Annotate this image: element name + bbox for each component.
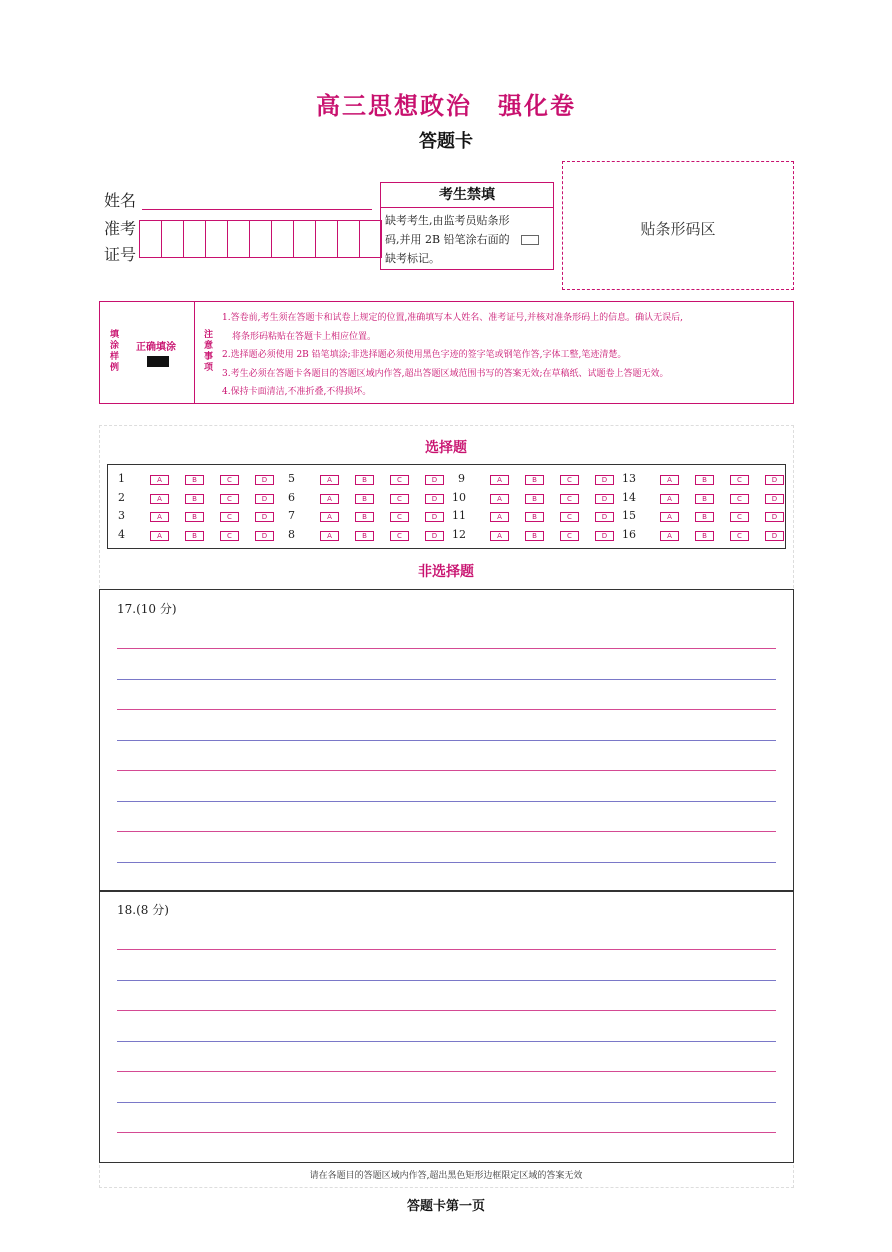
answer-line bbox=[117, 770, 776, 771]
mc-option-bubble[interactable]: A bbox=[490, 512, 509, 522]
mc-option-bubble[interactable]: C bbox=[730, 475, 749, 485]
name-field[interactable] bbox=[142, 209, 372, 210]
answer-line bbox=[117, 862, 776, 863]
mc-question-number: 2 bbox=[118, 490, 125, 504]
mc-option-bubble[interactable]: C bbox=[220, 475, 239, 485]
mc-option-bubble[interactable]: D bbox=[765, 494, 784, 504]
absent-instructions: 缺考考生,由监考员贴条形码,并用 2B 铅笔涂右面的缺考标记。 bbox=[385, 214, 510, 265]
exam-id-digit-box[interactable] bbox=[293, 220, 316, 258]
mc-question-number: 7 bbox=[288, 509, 295, 522]
mc-option-bubble[interactable]: C bbox=[560, 475, 579, 485]
fill-sample bbox=[100, 302, 195, 403]
exam-id-digit-box[interactable] bbox=[183, 220, 206, 258]
mc-option-bubble[interactable]: D bbox=[595, 494, 614, 504]
mc-question-number: 16 bbox=[622, 527, 636, 541]
note-item: 2.选择题必须使用 2B 铅笔填涂;非选择题必须使用黑色字迹的签字笔或钢笔作答,字体工整,笔迹清楚。 bbox=[222, 350, 627, 360]
mc-option-bubble[interactable]: D bbox=[255, 494, 274, 504]
mc-option-bubble[interactable]: B bbox=[695, 475, 714, 485]
exam-id-grid bbox=[140, 220, 382, 258]
notes-list bbox=[222, 309, 788, 402]
instructions-panel bbox=[99, 301, 794, 404]
mc-option-bubble[interactable]: A bbox=[320, 512, 339, 522]
mc-option-bubble[interactable]: A bbox=[320, 494, 339, 504]
question-18-box[interactable] bbox=[99, 890, 794, 1163]
question-18-label: 18.(8 分) bbox=[117, 903, 169, 917]
mc-option-bubble[interactable]: D bbox=[255, 475, 274, 485]
note-item: 将条形码粘贴在答题卡上相应位置。 bbox=[232, 331, 377, 342]
question-17-box[interactable] bbox=[99, 589, 794, 892]
mc-option-bubble[interactable]: D bbox=[425, 475, 444, 485]
answer-line bbox=[117, 1132, 776, 1133]
mc-option-bubble[interactable]: C bbox=[560, 512, 579, 522]
filled-example-box bbox=[147, 356, 169, 367]
answer-line bbox=[117, 831, 776, 832]
note-item: 1.答卷前,考生须在答题卡和试卷上规定的位置,准确填写本人姓名、准考证号,并核对准条形码上的信息。确认无误后, bbox=[222, 313, 684, 323]
page-subtitle: 答题卡 bbox=[419, 131, 473, 152]
mc-question-number: 14 bbox=[622, 490, 636, 504]
mc-option-bubble[interactable]: B bbox=[355, 512, 374, 522]
exam-id-digit-box[interactable] bbox=[271, 220, 294, 258]
mc-option-bubble[interactable]: B bbox=[185, 494, 204, 504]
mc-option-bubble[interactable]: B bbox=[695, 512, 714, 522]
mc-question-number: 1 bbox=[118, 472, 125, 485]
mc-option-bubble[interactable]: C bbox=[560, 494, 579, 504]
page-title: 高三思想政治 强化卷 bbox=[316, 92, 576, 120]
exam-id-digit-box[interactable] bbox=[205, 220, 228, 258]
mc-option-bubble[interactable]: D bbox=[595, 475, 614, 485]
mc-option-bubble[interactable]: C bbox=[730, 531, 749, 541]
answer-line bbox=[117, 1102, 776, 1103]
mc-option-bubble[interactable]: C bbox=[730, 494, 749, 504]
mc-option-bubble[interactable]: B bbox=[355, 494, 374, 504]
answer-line bbox=[117, 648, 776, 649]
notes-label: 注意事项 bbox=[204, 330, 214, 373]
mc-option-bubble[interactable]: D bbox=[425, 494, 444, 504]
mc-option-bubble[interactable]: B bbox=[185, 531, 204, 541]
mc-option-bubble[interactable]: A bbox=[320, 531, 339, 541]
answer-line bbox=[117, 1010, 776, 1011]
answer-line bbox=[117, 1041, 776, 1042]
exam-id-digit-box[interactable] bbox=[161, 220, 184, 258]
absent-panel bbox=[380, 182, 554, 270]
mc-option-bubble[interactable]: B bbox=[525, 512, 544, 522]
mc-option-bubble[interactable]: A bbox=[490, 494, 509, 504]
mc-option-bubble[interactable]: A bbox=[490, 475, 509, 485]
exam-id-digit-box[interactable] bbox=[359, 220, 382, 258]
mc-option-bubble[interactable]: D bbox=[595, 531, 614, 541]
exam-id-label: 准考 证号 bbox=[104, 219, 137, 264]
mc-option-bubble[interactable]: C bbox=[390, 494, 409, 504]
answer-line bbox=[117, 740, 776, 741]
answer-line bbox=[117, 679, 776, 680]
mc-option-bubble[interactable]: C bbox=[220, 531, 239, 541]
mc-question-number: 3 bbox=[118, 509, 125, 522]
mc-option-bubble[interactable]: B bbox=[695, 531, 714, 541]
mc-option-bubble[interactable]: A bbox=[660, 531, 679, 541]
mc-row bbox=[108, 526, 785, 544]
mc-option-bubble[interactable]: C bbox=[220, 512, 239, 522]
multiple-choice-heading: 选择题 bbox=[425, 440, 467, 456]
fill-sample-correct-label: 正确填涂 bbox=[136, 342, 176, 353]
mc-option-bubble[interactable]: A bbox=[150, 475, 169, 485]
mc-question-number: 6 bbox=[288, 490, 295, 504]
mc-option-bubble[interactable]: A bbox=[150, 494, 169, 504]
mc-option-bubble[interactable]: A bbox=[660, 494, 679, 504]
mc-option-bubble[interactable]: A bbox=[150, 512, 169, 522]
mc-option-bubble[interactable]: C bbox=[390, 531, 409, 541]
mc-option-bubble[interactable]: A bbox=[320, 475, 339, 485]
mc-question-number: 15 bbox=[622, 509, 636, 522]
mc-question-number: 11 bbox=[452, 509, 466, 522]
mc-option-bubble[interactable]: D bbox=[255, 512, 274, 522]
name-label: 姓名 bbox=[104, 191, 137, 210]
page-number: 答题卡第一页 bbox=[406, 1199, 485, 1214]
barcode-area bbox=[562, 161, 794, 290]
mc-question-number: 12 bbox=[452, 527, 466, 541]
mc-option-bubble[interactable]: B bbox=[185, 475, 204, 485]
mc-option-bubble[interactable]: D bbox=[425, 512, 444, 522]
mc-option-bubble[interactable]: A bbox=[490, 531, 509, 541]
mc-option-bubble[interactable]: C bbox=[220, 494, 239, 504]
mc-question-number: 5 bbox=[288, 472, 295, 485]
mc-option-bubble[interactable]: B bbox=[525, 531, 544, 541]
note-item: 3.考生必须在答题卡各题目的答题区域内作答,超出答题区域范围书写的答案无效;在草稿纸、试题卷上答题无效。 bbox=[222, 368, 669, 379]
mc-option-bubble[interactable]: C bbox=[390, 475, 409, 485]
mc-option-bubble[interactable]: A bbox=[150, 531, 169, 541]
mc-option-bubble[interactable]: C bbox=[730, 512, 749, 522]
exam-id-digit-box[interactable] bbox=[337, 220, 360, 258]
question-17-label: 17.(10 分) bbox=[117, 602, 177, 616]
mc-option-bubble[interactable]: D bbox=[765, 531, 784, 541]
answer-line bbox=[117, 801, 776, 802]
footer-note: 请在各题目的答题区域内作答,超出黑色矩形边框限定区域的答案无效 bbox=[309, 1171, 583, 1181]
mc-option-bubble[interactable]: B bbox=[525, 475, 544, 485]
mc-option-bubble[interactable]: C bbox=[560, 531, 579, 541]
mc-option-bubble[interactable]: B bbox=[355, 475, 374, 485]
mc-option-bubble[interactable]: B bbox=[185, 512, 204, 522]
note-item: 4.保持卡面清洁,不准折叠,不得损坏。 bbox=[222, 387, 372, 397]
mc-row bbox=[108, 489, 785, 507]
mc-option-bubble[interactable]: A bbox=[660, 512, 679, 522]
absent-mark-box[interactable] bbox=[521, 235, 539, 245]
mc-option-bubble[interactable]: D bbox=[425, 531, 444, 541]
mc-row bbox=[108, 470, 785, 488]
mc-question-number: 10 bbox=[452, 490, 466, 504]
mc-option-bubble[interactable]: B bbox=[355, 531, 374, 541]
barcode-label: 贴条形码区 bbox=[640, 220, 716, 238]
answer-line bbox=[117, 980, 776, 981]
absent-title: 考生禁填 bbox=[381, 183, 553, 208]
mc-question-number: 9 bbox=[458, 472, 465, 485]
mc-option-bubble[interactable]: A bbox=[660, 475, 679, 485]
non-choice-heading: 非选择题 bbox=[418, 564, 474, 580]
mc-option-bubble[interactable]: B bbox=[695, 494, 714, 504]
mc-option-bubble[interactable]: C bbox=[390, 512, 409, 522]
mc-option-bubble[interactable]: D bbox=[765, 475, 784, 485]
answer-line bbox=[117, 949, 776, 950]
exam-id-digit-box[interactable] bbox=[315, 220, 338, 258]
multiple-choice-grid bbox=[107, 464, 786, 549]
mc-option-bubble[interactable]: D bbox=[765, 512, 784, 522]
mc-option-bubble[interactable]: D bbox=[255, 531, 274, 541]
mc-option-bubble[interactable]: D bbox=[595, 512, 614, 522]
exam-id-digit-box[interactable] bbox=[227, 220, 250, 258]
answer-line bbox=[117, 709, 776, 710]
mc-question-number: 8 bbox=[288, 527, 295, 541]
mc-option-bubble[interactable]: B bbox=[525, 494, 544, 504]
mc-row bbox=[108, 507, 785, 525]
fill-sample-label: 填涂样例 bbox=[110, 330, 120, 373]
answer-line bbox=[117, 1071, 776, 1072]
exam-id-digit-box[interactable] bbox=[249, 220, 272, 258]
mc-question-number: 13 bbox=[622, 472, 636, 485]
mc-question-number: 4 bbox=[118, 527, 125, 541]
exam-id-digit-box[interactable] bbox=[139, 220, 162, 258]
